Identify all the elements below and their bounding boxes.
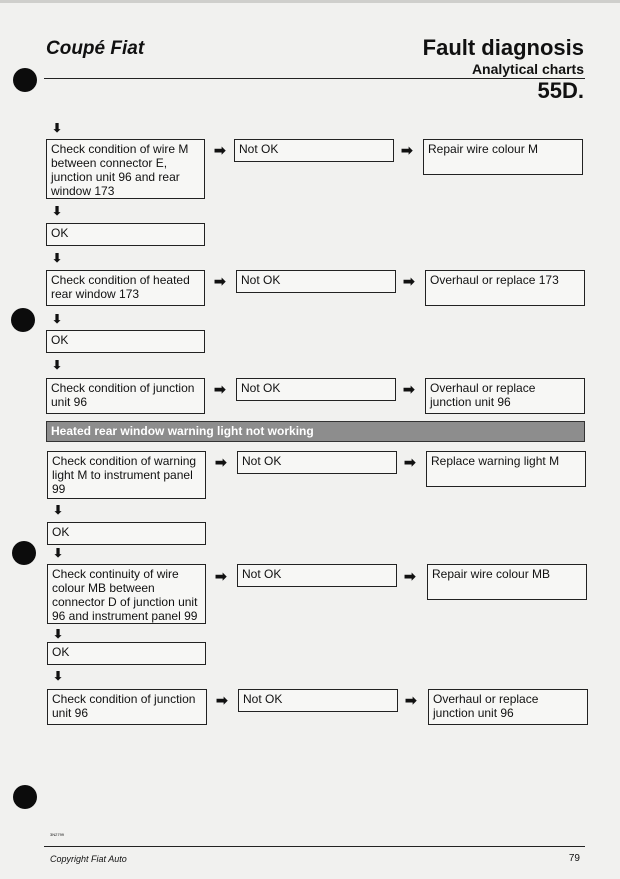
action-box-overhaul-junction-96: Overhaul or replace junction unit 96 bbox=[428, 689, 588, 725]
ok-box: OK bbox=[47, 522, 206, 545]
down-arrow-icon: ⬇ bbox=[53, 627, 64, 641]
right-arrow-icon: ➡ bbox=[405, 692, 417, 708]
down-arrow-icon: ⬇ bbox=[53, 503, 64, 517]
action-box-repair-wire-mb: Repair wire colour MB bbox=[427, 564, 587, 600]
check-box-warning-light-m: Check condition of warning light M to instrument panel 99 bbox=[47, 451, 206, 499]
result-box-not-ok: Not OK bbox=[236, 270, 396, 293]
section-heading-band: Heated rear window warning light not working bbox=[46, 421, 585, 442]
result-box-not-ok: Not OK bbox=[238, 689, 398, 712]
right-arrow-icon: ➡ bbox=[401, 142, 413, 158]
ok-box: OK bbox=[47, 642, 206, 665]
header-rule bbox=[44, 78, 585, 79]
action-box-overhaul-173: Overhaul or replace 173 bbox=[425, 270, 585, 306]
footer-rule bbox=[44, 846, 585, 847]
action-box-repair-wire-m: Repair wire colour M bbox=[423, 139, 583, 175]
right-arrow-icon: ➡ bbox=[215, 568, 227, 584]
punch-hole-2 bbox=[11, 308, 35, 332]
action-box-replace-warning-light: Replace warning light M bbox=[426, 451, 586, 487]
section-code: 55D. bbox=[537, 78, 584, 103]
action-box-overhaul-junction-96: Overhaul or replace junction unit 96 bbox=[425, 378, 585, 414]
page-number: 79 bbox=[568, 853, 580, 864]
down-arrow-icon: ⬇ bbox=[52, 251, 63, 265]
right-arrow-icon: ➡ bbox=[216, 692, 228, 708]
right-arrow-icon: ➡ bbox=[214, 273, 226, 289]
punch-hole-3 bbox=[12, 541, 36, 565]
check-box-heated-rear-window: Check condition of heated rear window 173 bbox=[46, 270, 205, 306]
result-box-not-ok: Not OK bbox=[234, 139, 394, 162]
down-arrow-icon: ⬇ bbox=[53, 546, 64, 560]
check-box-junction-unit-96: Check condition of junction unit 96 bbox=[47, 689, 207, 725]
right-arrow-icon: ➡ bbox=[215, 454, 227, 470]
down-arrow-icon: ⬇ bbox=[52, 121, 63, 135]
right-arrow-icon: ➡ bbox=[404, 454, 416, 470]
right-arrow-icon: ➡ bbox=[404, 568, 416, 584]
right-arrow-icon: ➡ bbox=[403, 381, 415, 397]
result-box-not-ok: Not OK bbox=[237, 564, 397, 587]
punch-hole-1 bbox=[13, 68, 37, 92]
down-arrow-icon: ⬇ bbox=[53, 669, 64, 683]
right-arrow-icon: ➡ bbox=[403, 273, 415, 289]
down-arrow-icon: ⬇ bbox=[52, 358, 63, 372]
copyright-text: Copyright Fiat Auto bbox=[50, 854, 127, 864]
brand-title: Coupé Fiat bbox=[46, 38, 145, 59]
punch-hole-4 bbox=[13, 785, 37, 809]
check-box-junction-unit-96: Check condition of junction unit 96 bbox=[46, 378, 205, 414]
right-arrow-icon: ➡ bbox=[214, 381, 226, 397]
ok-box: OK bbox=[46, 330, 205, 353]
ok-box: OK bbox=[46, 223, 205, 246]
page-top-edge bbox=[0, 0, 620, 3]
down-arrow-icon: ⬇ bbox=[52, 204, 63, 218]
page-title: Fault diagnosis bbox=[422, 35, 584, 60]
page-subtitle: Analytical charts bbox=[471, 61, 584, 77]
result-box-not-ok: Not OK bbox=[236, 378, 396, 401]
reference-code: 3N2799 bbox=[50, 832, 65, 837]
down-arrow-icon: ⬇ bbox=[52, 312, 63, 326]
check-box-wire-m: Check condition of wire M between connector E, junction unit 96 and rear window 173 bbox=[46, 139, 205, 199]
check-box-continuity-wire-mb: Check continuity of wire colour MB between connector D of junction unit 96 and instrument panel 99 bbox=[47, 564, 206, 624]
right-arrow-icon: ➡ bbox=[214, 142, 226, 158]
result-box-not-ok: Not OK bbox=[237, 451, 397, 474]
